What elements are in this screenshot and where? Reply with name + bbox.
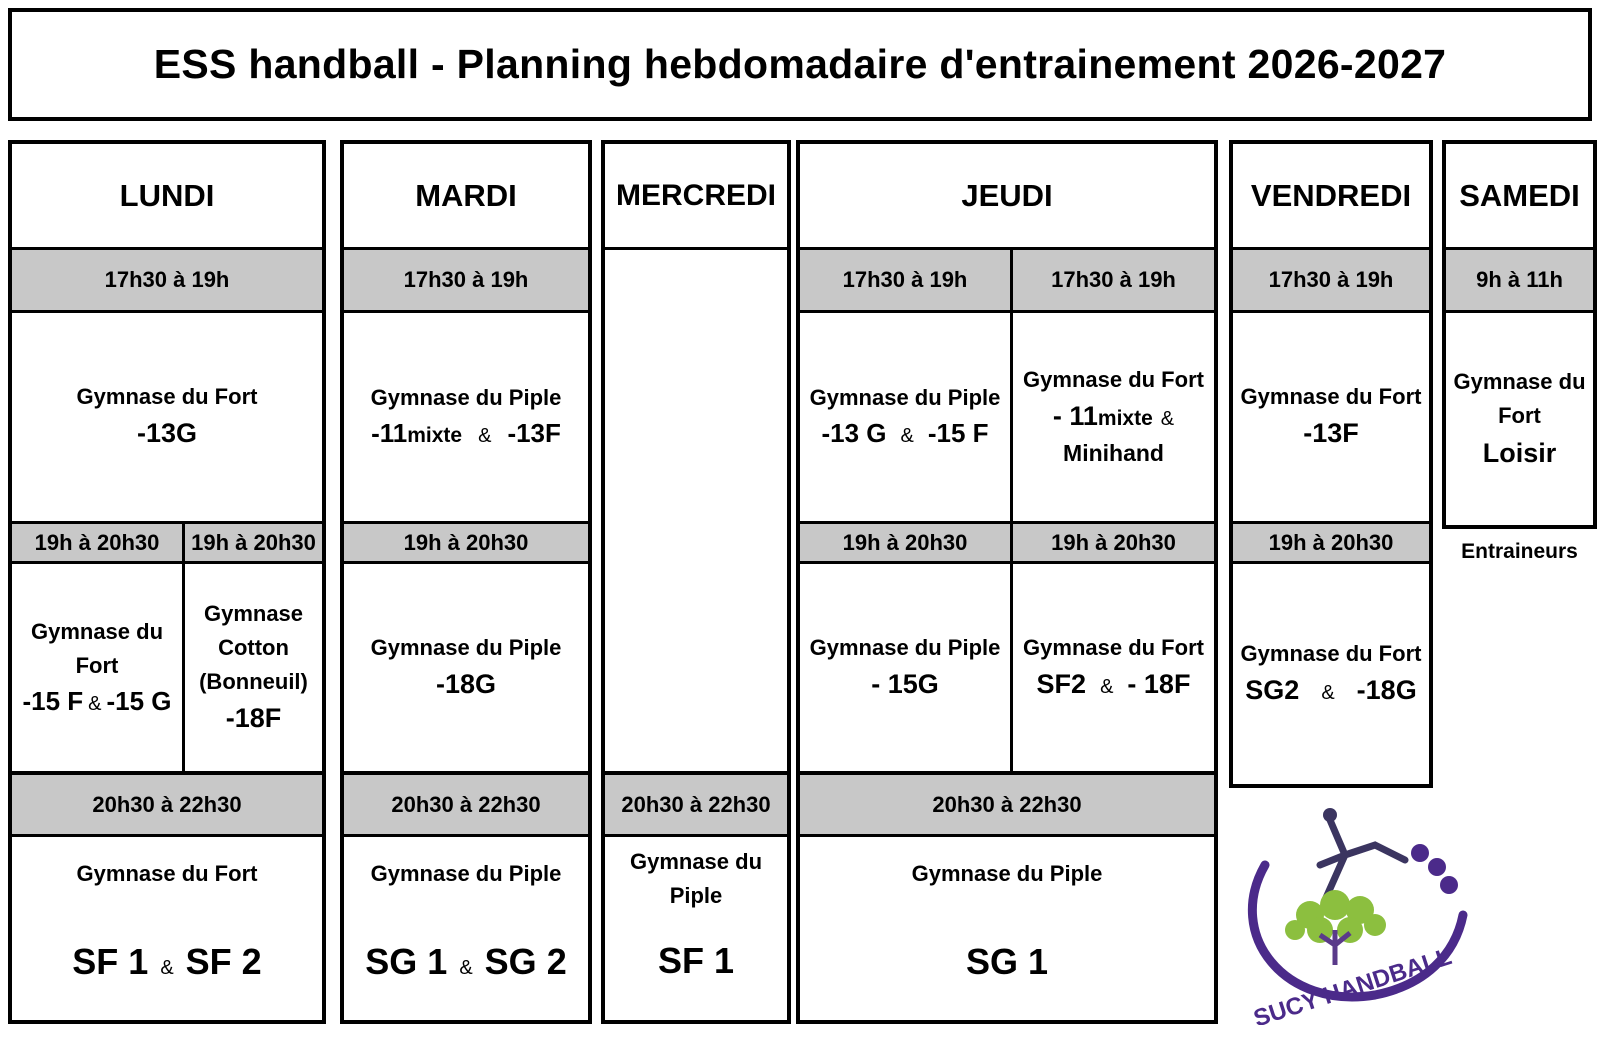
ampersand: & <box>459 957 473 980</box>
venue-label: Fort <box>75 652 119 678</box>
time-slot: 19h à 20h30 <box>12 524 182 564</box>
session-cell <box>12 837 322 1020</box>
team-label: - 11 <box>1052 400 1098 431</box>
time-slot: 17h30 à 19h <box>800 250 1010 313</box>
team-label: -13F <box>1303 418 1359 449</box>
team-label <box>1245 671 1416 710</box>
venue-label: Gymnase du Piple <box>370 634 562 660</box>
time-slot: 19h à 20h30 <box>185 524 322 564</box>
day-header-mercredi: MERCREDI <box>605 144 787 250</box>
session-cell <box>1233 564 1429 784</box>
venue-label: Piple <box>669 883 723 909</box>
venue-label: Gymnase du Piple <box>370 861 562 886</box>
day-header-samedi: SAMEDI <box>1446 144 1593 250</box>
venue-label: Gymnase du Fort <box>1240 384 1422 410</box>
venue-label: Cotton <box>218 634 289 660</box>
team-label: - 15G <box>871 668 939 699</box>
venue-label: Gymnase du Fort <box>76 384 258 410</box>
session-cell <box>344 313 588 521</box>
page-title: ESS handball - Planning hebdomadaire d'entrainement 2026-2027 <box>153 41 1447 87</box>
session-cell <box>185 564 322 771</box>
time-slot: 17h30 à 19h <box>1233 250 1429 313</box>
team-label: SF 2 <box>185 941 262 983</box>
ampersand: & <box>160 957 174 980</box>
team-label <box>365 936 566 988</box>
venue-label: Gymnase du Piple <box>809 385 1001 411</box>
team-label: -13 G <box>821 418 887 449</box>
ampersand: & <box>478 425 492 448</box>
venue-label: Gymnase du Fort <box>1023 366 1204 392</box>
team-label: -13F <box>507 418 561 449</box>
empty-slot <box>605 250 787 771</box>
team-label <box>821 415 988 453</box>
venue-label: Gymnase <box>203 600 304 626</box>
venue-label: Gymnase du <box>30 618 164 644</box>
team-label <box>1053 397 1174 436</box>
column-jeudi <box>796 140 1218 1024</box>
day-header-vendredi: VENDREDI <box>1233 144 1429 250</box>
coaches-label: Entraineurs <box>1461 540 1578 563</box>
venue-label: Gymnase du Piple <box>370 385 562 411</box>
ampersand: & <box>1160 407 1175 430</box>
time-slot: 20h30 à 22h30 <box>12 775 322 837</box>
time-slot: 17h30 à 19h <box>1013 250 1214 313</box>
team-label: -11 <box>371 418 408 449</box>
team-label <box>22 683 171 721</box>
session-cell <box>605 837 787 1020</box>
team-label: SF 1 <box>72 941 149 983</box>
team-label <box>72 936 261 988</box>
column-vendredi <box>1229 140 1433 788</box>
team-label: -15 G <box>106 685 172 716</box>
time-slot: 17h30 à 19h <box>12 250 322 313</box>
session-cell <box>12 313 322 521</box>
logo-text: SUCY HANDBALL <box>1250 943 1455 1025</box>
team-label: SF2 <box>1036 668 1087 699</box>
session-cell <box>800 564 1010 771</box>
club-logo-graphic <box>1225 805 1485 1025</box>
team-label <box>1037 665 1191 704</box>
team-label: SG 1 <box>965 941 1049 983</box>
session-cell <box>1233 313 1429 521</box>
venue-label: (Bonneuil) <box>199 668 308 694</box>
session-cell <box>12 564 182 771</box>
session-cell <box>800 837 1214 1020</box>
venue-label: Gymnase du Fort <box>1240 641 1422 667</box>
column-lundi <box>8 140 326 1024</box>
team-label: Loisir <box>1482 437 1557 468</box>
team-label: -15 F <box>22 685 84 716</box>
day-header-lundi: LUNDI <box>12 144 322 250</box>
session-cell <box>344 837 588 1020</box>
team-label: -13G <box>136 418 198 449</box>
time-slot: 20h30 à 22h30 <box>605 775 787 837</box>
session-cell <box>1013 313 1214 521</box>
team-label: -15 F <box>927 418 989 449</box>
team-label: SG2 <box>1245 675 1300 706</box>
team-label: -18F <box>225 703 282 734</box>
venue-label: Gymnase du Fort <box>1023 634 1204 660</box>
ampersand: & <box>88 692 102 715</box>
team-label: mixte <box>1097 406 1153 430</box>
time-slot: 19h à 20h30 <box>344 524 588 564</box>
ampersand: & <box>900 425 914 448</box>
venue-label: Gymnase du Piple <box>809 634 1001 660</box>
venue-label: Gymnase du <box>1453 369 1586 395</box>
column-samedi <box>1442 140 1597 529</box>
venue-label: Gymnase du Fort <box>76 861 258 886</box>
day-header-jeudi: JEUDI <box>800 144 1214 250</box>
column-mardi <box>340 140 592 1024</box>
team-label: Minihand <box>1063 439 1164 466</box>
team-label: -18G <box>1356 675 1417 706</box>
team-label <box>371 415 561 453</box>
venue-label: Gymnase du Piple <box>911 861 1103 886</box>
ampersand: & <box>1321 682 1335 705</box>
venue-label: Gymnase du <box>629 849 763 874</box>
club-logo <box>1225 805 1485 1025</box>
day-header-mardi: MARDI <box>344 144 588 250</box>
session-cell <box>800 313 1010 521</box>
team-label: mixte <box>407 424 463 448</box>
venue-label: Fort <box>1498 403 1541 429</box>
team-label: - 18F <box>1127 668 1191 699</box>
time-slot: 20h30 à 22h30 <box>800 775 1214 837</box>
team-label: -18G <box>435 668 497 699</box>
time-slot: 19h à 20h30 <box>800 524 1010 564</box>
ampersand: & <box>1100 675 1114 698</box>
session-cell <box>1013 564 1214 771</box>
title-box <box>8 8 1592 121</box>
time-slot: 9h à 11h <box>1446 250 1593 313</box>
session-cell <box>344 564 588 771</box>
team-label: SG 2 <box>484 941 567 983</box>
team-label: SG 1 <box>365 941 448 983</box>
time-slot: 19h à 20h30 <box>1233 524 1429 564</box>
team-label: SF 1 <box>657 940 735 982</box>
session-cell <box>1446 313 1593 525</box>
column-mercredi <box>601 140 791 1024</box>
time-slot: 19h à 20h30 <box>1013 524 1214 564</box>
time-slot: 20h30 à 22h30 <box>344 775 588 837</box>
time-slot: 17h30 à 19h <box>344 250 588 313</box>
